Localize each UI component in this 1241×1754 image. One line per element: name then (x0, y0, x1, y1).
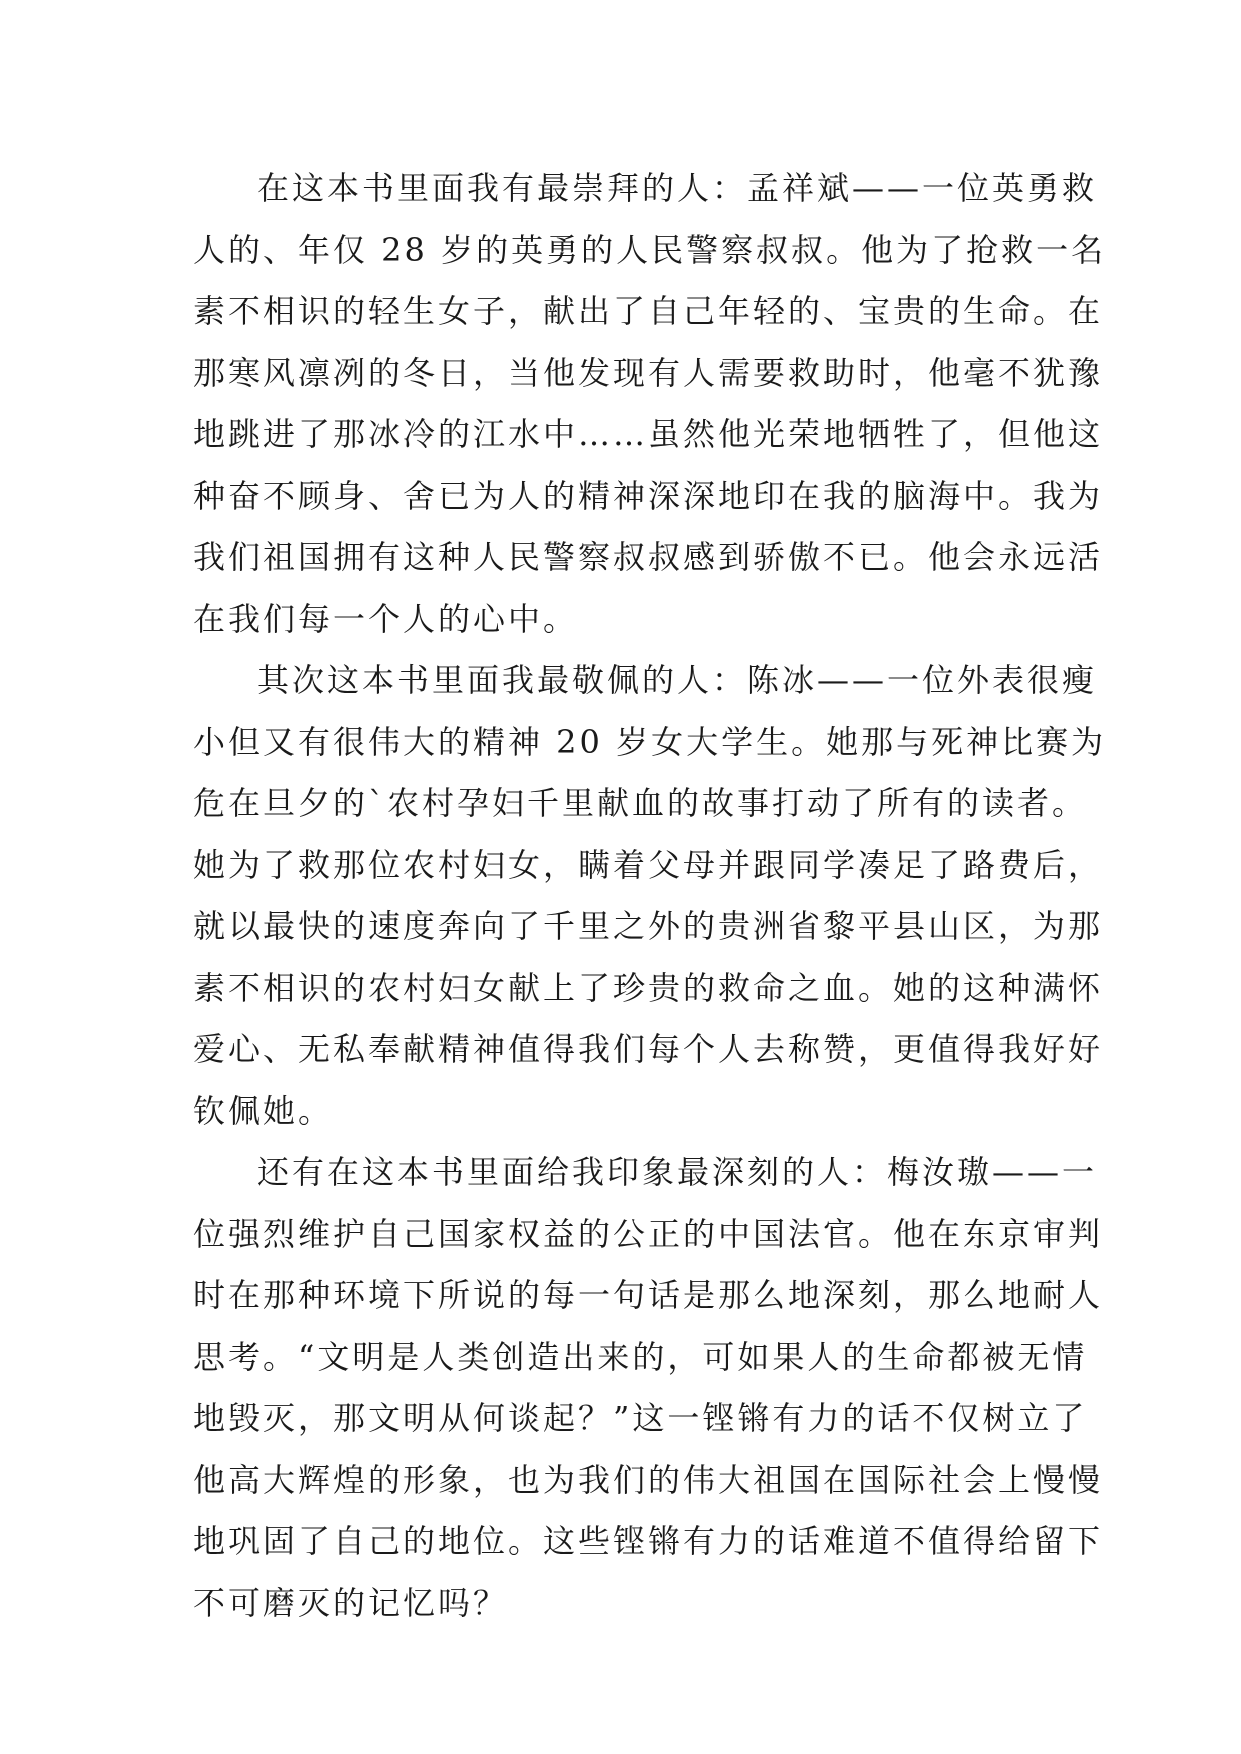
text-line: 爱心、无私奉献精神值得我们每个人去称赞，更值得我好好 (193, 1030, 1104, 1068)
text-line: 在这本书里面我有最崇拜的人：孟祥斌——一位英勇救 (257, 169, 1098, 207)
text-line: 钦佩她。 (193, 1091, 334, 1130)
text-line: 在我们每一个人的心中。 (193, 599, 579, 638)
text-line: 那寒风凛冽的冬日，当他发现有人需要救助时，他毫不犹豫 (193, 353, 1104, 392)
text-line: 小但又有很伟大的精神 20 岁女大学生。她那与死神比赛为 (193, 722, 1107, 761)
text-line: 其次这本书里面我最敬佩的人：陈冰——一位外表很瘦 (257, 661, 1098, 699)
text-line: 地毁灭，那文明从何谈起？”这一铿锵有力的话不仅树立了 (193, 1399, 1088, 1437)
text-line: 位强烈维护自己国家权益的公正的中国法官。他在东京审判 (193, 1214, 1104, 1253)
document-body (193, 158, 1107, 1634)
text-line: 人的、年仅 28 岁的英勇的人民警察叔叔。他为了抢救一名 (193, 230, 1107, 269)
text-line: 种奋不顾身、舍已为人的精神深深地印在我的脑海中。我为 (193, 476, 1104, 515)
text-line: 地巩固了自己的地位。这些铿锵有力的话难道不值得给留下 (193, 1522, 1104, 1560)
paragraph-2 (193, 650, 1107, 1142)
text-line: 她为了救那位农村妇女，瞒着父母并跟同学凑足了路费后， (193, 845, 1104, 884)
text-line: 思考。“文明是人类创造出来的，可如果人的生命都被无情 (193, 1337, 1088, 1376)
text-line: 时在那种环境下所说的每一句话是那么地深刻，那么地耐人 (193, 1276, 1104, 1314)
text-line: 还有在这本书里面给我印象最深刻的人：梅汝璈——一 (257, 1153, 1098, 1191)
paragraph-1 (193, 158, 1107, 650)
paragraph-3 (193, 1142, 1104, 1634)
text-line: 地跳进了那冰冷的江水中……虽然他光荣地牺牲了，但他这 (193, 415, 1104, 453)
text-line: 素不相识的农村妇女献上了珍贵的救命之血。她的这种满怀 (193, 968, 1104, 1007)
text-line: 他高大辉煌的形象，也为我们的伟大祖国在国际社会上慢慢 (193, 1460, 1104, 1499)
text-line: 就以最快的速度奔向了千里之外的贵洲省黎平县山区，为那 (193, 907, 1104, 945)
text-line: 我们祖国拥有这种人民警察叔叔感到骄傲不已。他会永远活 (193, 538, 1104, 576)
text-line: 危在旦夕的`农村孕妇千里献血的故事打动了所有的读者。 (193, 784, 1088, 822)
text-line: 素不相识的轻生女子，献出了自己年轻的、宝贵的生命。在 (193, 292, 1104, 330)
text-line: 不可磨灭的记忆吗？ (193, 1583, 509, 1622)
